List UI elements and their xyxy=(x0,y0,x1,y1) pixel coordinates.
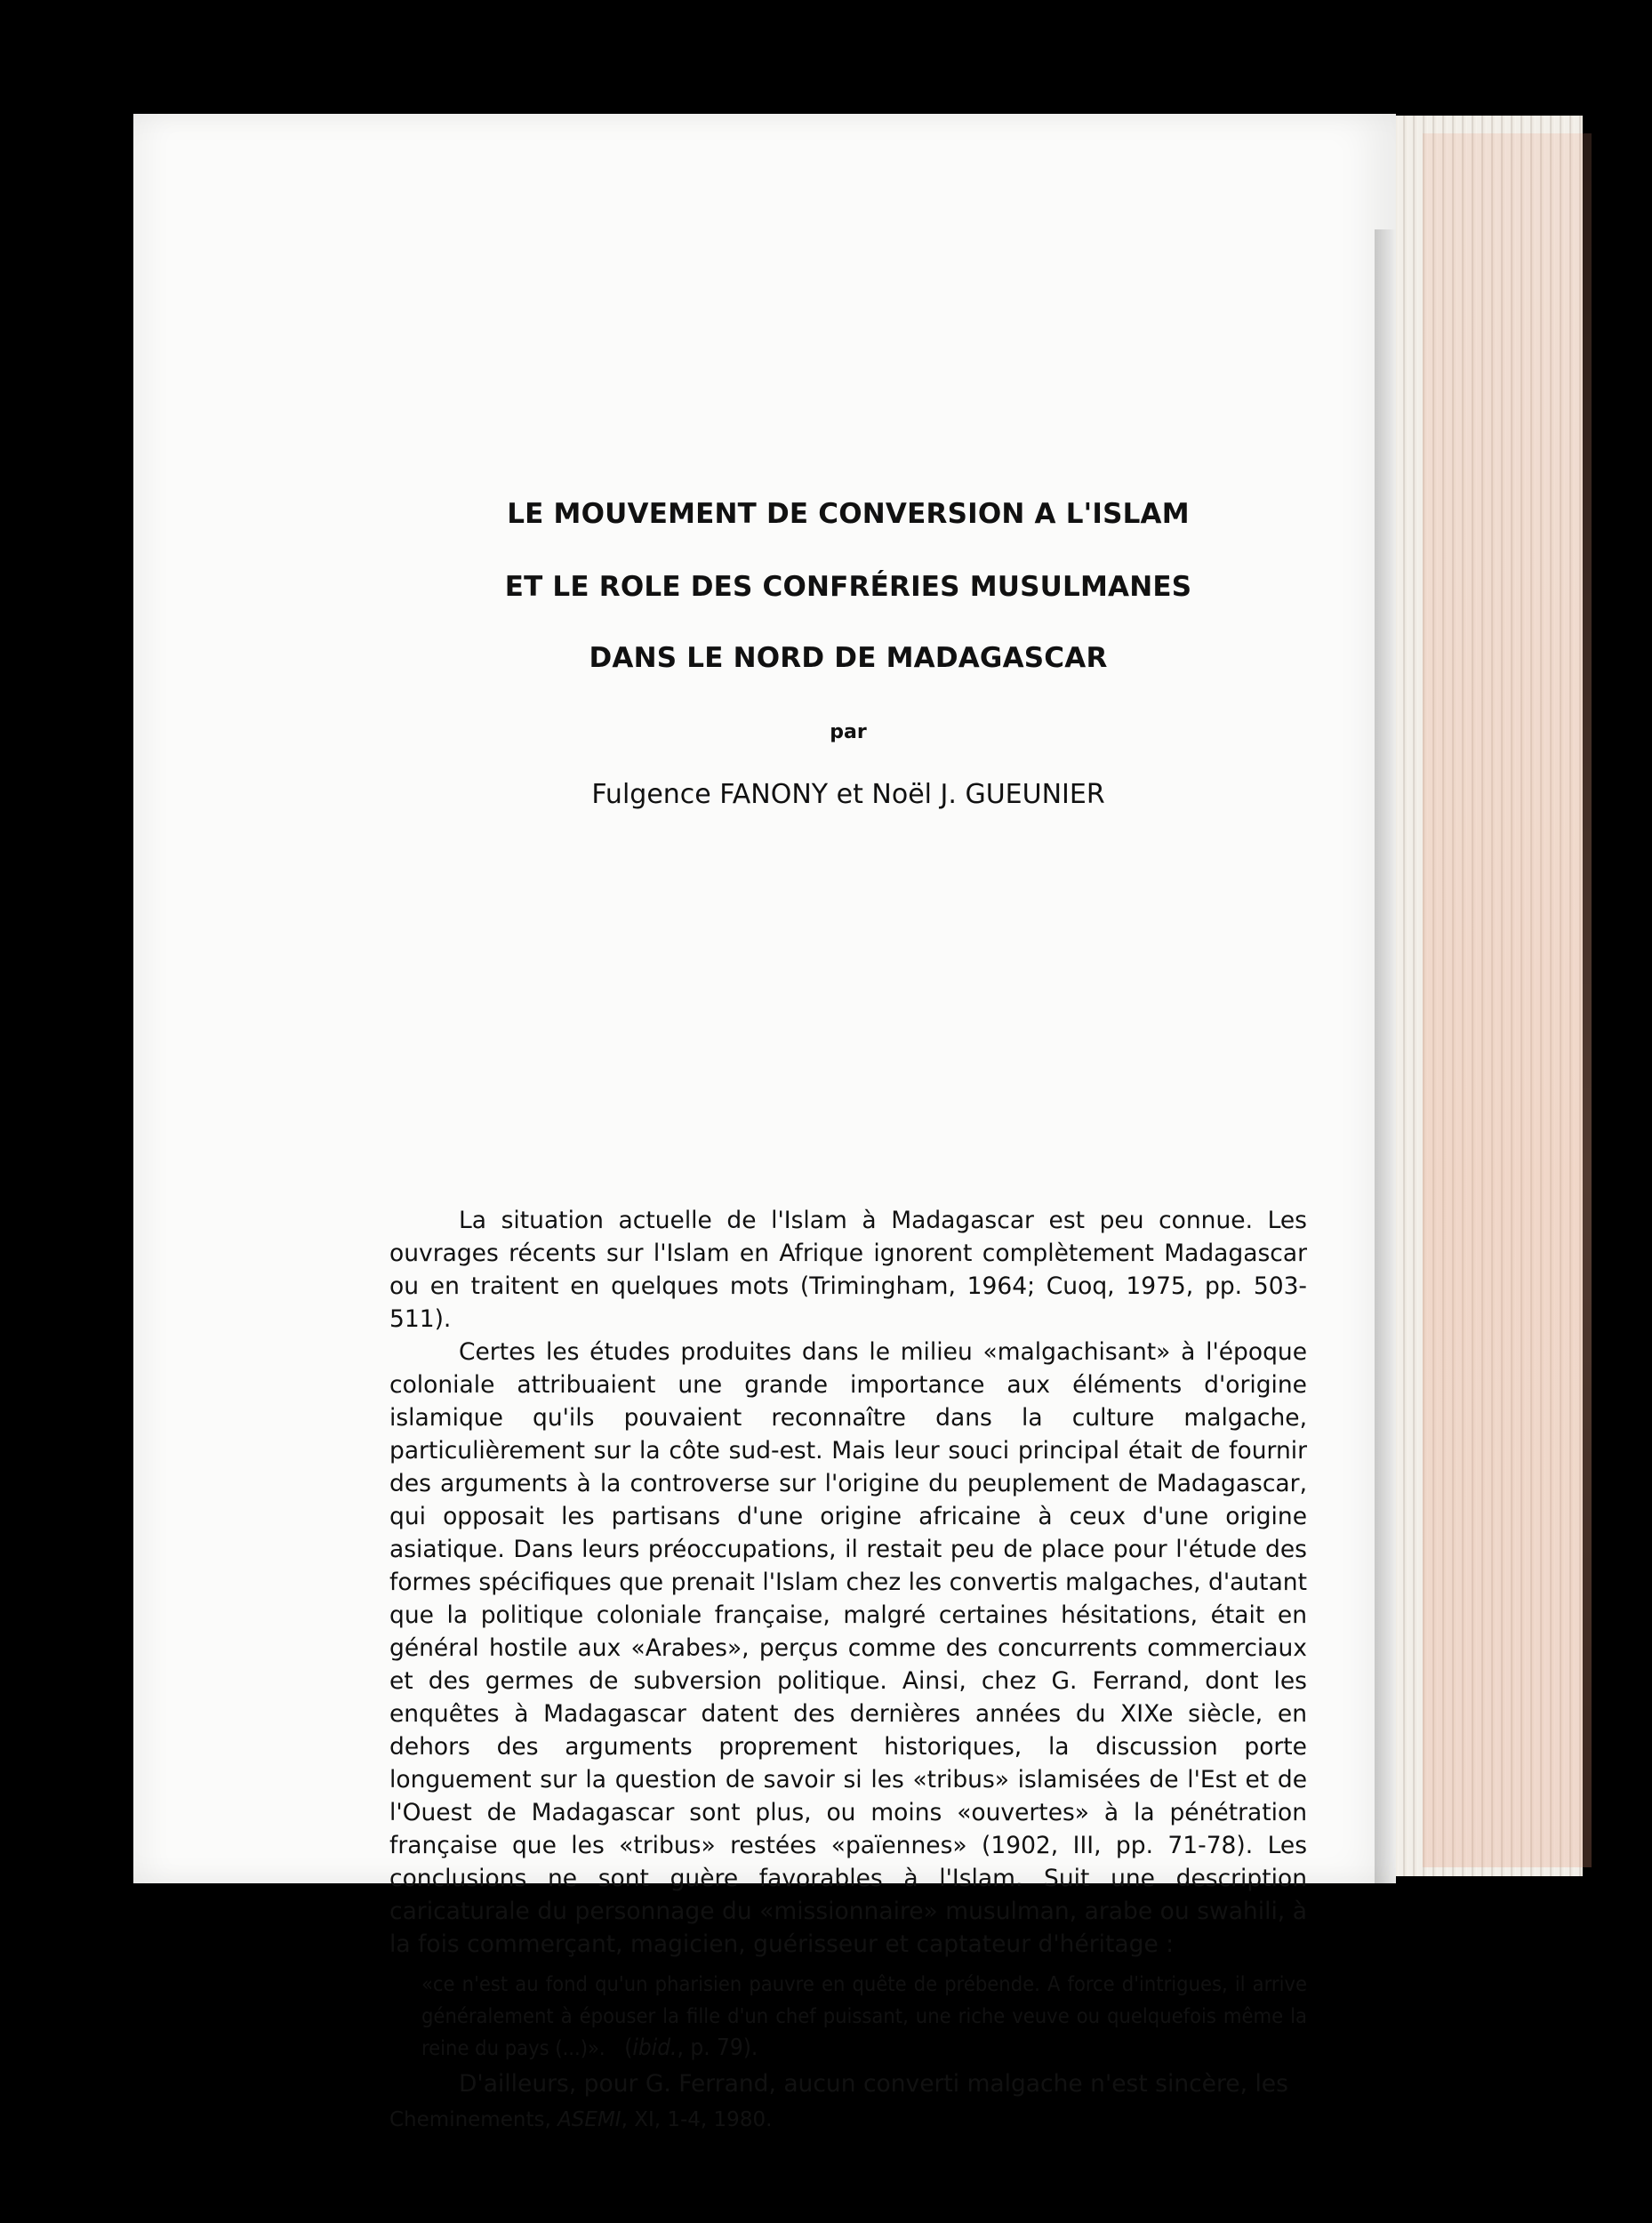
quote-ibid: ibid. xyxy=(632,2034,678,2061)
byline-par: par xyxy=(830,721,867,743)
footer-journal: ASEMI xyxy=(557,2108,622,2131)
paragraph-3: D'ailleurs, pour G. Ferrand, aucun converti malgache n'est sincère, les xyxy=(459,2070,1288,2098)
footer-series: Cheminements, xyxy=(389,2108,551,2131)
title-line-2: ET LE ROLE DES CONFRÉRIES MUSULMANES xyxy=(504,571,1192,603)
block-quote xyxy=(421,1968,1307,2064)
authors: Fulgence FANONY et Noël J. GUEUNIER xyxy=(591,779,1105,810)
page-edges-tint xyxy=(1423,133,1592,1867)
paragraph-1: La situation actuelle de l'Islam à Madagascar est peu connue. Les ouvrages récents sur l'Islam en Afrique ignorent complètement Madagascar ou en traitent en quelques mots (Trimingham, 1964; Cuoq, 1975, pp. 503-511). xyxy=(389,1207,1307,1333)
article-body xyxy=(389,1204,1307,2100)
footer-details: , XI, 1-4, 1980. xyxy=(621,2108,773,2131)
page-gutter-shadow xyxy=(1375,229,1396,1990)
book-page xyxy=(133,114,1396,2131)
footer-citation xyxy=(389,2108,772,2131)
quote-reference: (ibid., p. 79). xyxy=(624,2034,758,2061)
title-line-1: LE MOUVEMENT DE CONVERSION A L'ISLAM xyxy=(507,498,1190,530)
quote-text: «ce n'est au fond qu'un pharisien pauvre en quête de prébende. A force d'intrigues, il arrive généralement à épouser la fille d'un chef puissant, une riche veuve ou quelquefois même la reine du pays (...)». xyxy=(421,1971,1307,2060)
paragraph-2: Certes les études produites dans le milieu «malgachisant» à l'époque coloniale attribuaient une grande importance aux éléments d'origine islamique qu'ils pouvaient reconnaître dans la culture malgache, particulièrement sur la côte sud-est. Mais leur souci principal était de fournir des arguments à la controverse sur l'origine du peuplement de Madagascar, qui opposait les partisans d'une origine africaine à ceux d'une origine asiatique. Dans leurs préoccupations, il restait peu de place pour l'étude des formes spécifiques que prenait l'Islam chez les convertis malgaches, d'autant que la politique coloniale française, malgré certaines hésitations, était en général hostile aux «Arabes», perçus comme des concurrents commerciaux et des germes de subversion politique. Ainsi, chez G. Ferrand, dont les enquêtes à Madagascar datent des dernières années du XIXe siècle, en dehors des arguments proprement historiques, la discussion porte longuement sur la question de savoir si les «tribus» islamisées de l'Est et de l'Ouest de Madagascar sont plus, ou moins «ouvertes» à la pénétration française que les «tribus» restées «païennes» (1902, III, pp. 71-78). Les conclusions ne sont guère favorables à l'Islam. Suit une description caricaturale du personnage du «missionnaire» musulman, arabe ou swahili, à la fois commerçant, magicien, guérisseur et captateur d'héritage : xyxy=(389,1338,1307,1958)
title-line-3: DANS LE NORD DE MADAGASCAR xyxy=(589,642,1108,674)
